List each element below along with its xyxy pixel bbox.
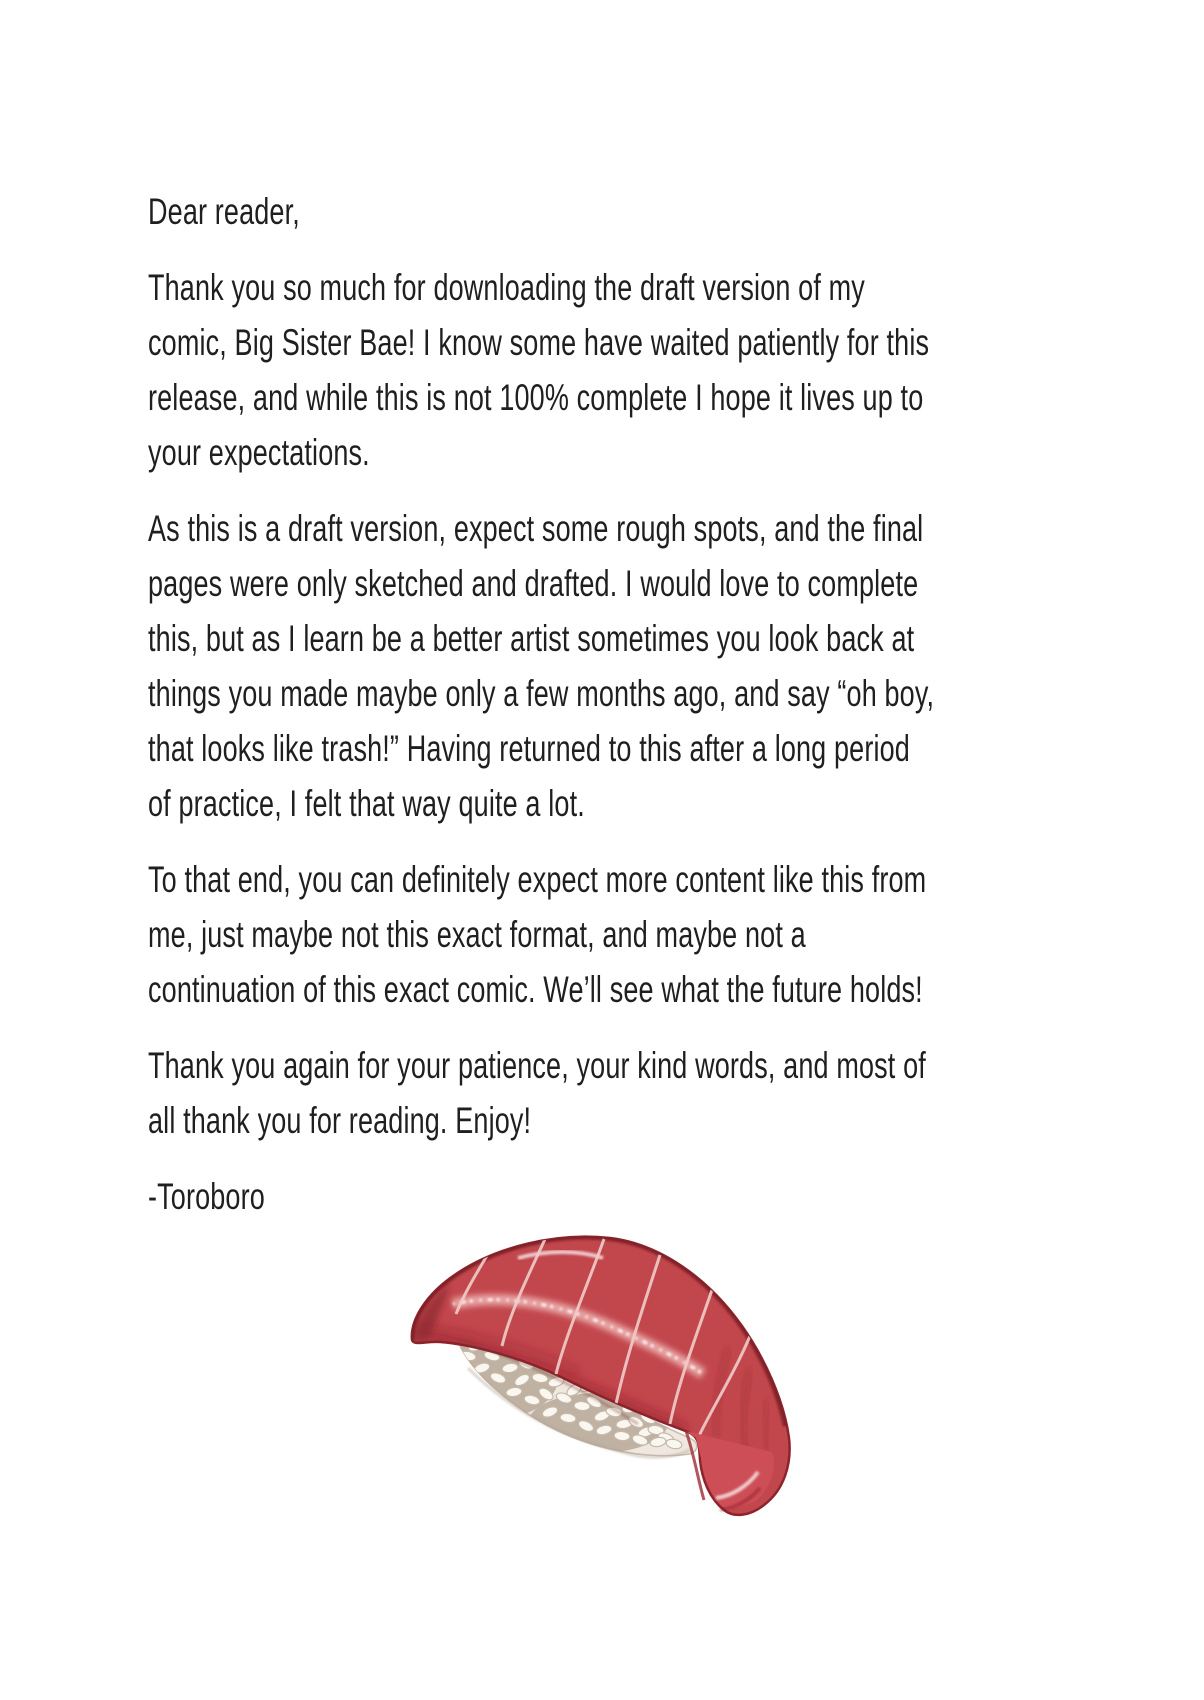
paragraph-line: comic, Big Sister Bae! I know some have waited patiently for this bbox=[148, 322, 930, 363]
paragraph-line: this, but as I learn be a better artist sometimes you look back at bbox=[148, 618, 915, 659]
paragraph-line: pages were only sketched and drafted. I would love to complete bbox=[148, 563, 919, 604]
paragraph-4 bbox=[148, 1038, 1204, 1148]
paragraph-line: continuation of this exact comic. We’ll see what the future holds! bbox=[148, 969, 923, 1010]
paragraph-line: of practice, I felt that way quite a lot. bbox=[148, 783, 585, 824]
paragraph-line: that looks like trash!” Having returned to this after a long period bbox=[148, 728, 910, 769]
paragraph-1 bbox=[148, 260, 1204, 480]
paragraph-line: all thank you for reading. Enjoy! bbox=[148, 1100, 532, 1141]
signature-text: -Toroboro bbox=[148, 1176, 265, 1217]
signature bbox=[148, 1169, 1204, 1224]
paragraph-line: release, and while this is not 100% complete I hope it lives up to bbox=[148, 377, 924, 418]
letter-text bbox=[148, 184, 1204, 1224]
paragraph-line: Thank you again for your patience, your kind words, and most of bbox=[148, 1045, 926, 1086]
salutation bbox=[148, 184, 1204, 239]
tuna-slice bbox=[412, 1237, 790, 1515]
paragraph-3 bbox=[148, 852, 1204, 1017]
sushi-illustration bbox=[398, 1228, 798, 1528]
paragraph-2 bbox=[148, 501, 1204, 831]
paragraph-line: Thank you so much for downloading the draft version of my bbox=[148, 267, 865, 308]
paragraph-line: things you made maybe only a few months ago, and say “oh boy, bbox=[148, 673, 935, 714]
salutation-text: Dear reader, bbox=[148, 191, 300, 232]
paragraph-line: me, just maybe not this exact format, and maybe not a bbox=[148, 914, 806, 955]
paragraph-line: As this is a draft version, expect some rough spots, and the final bbox=[148, 508, 924, 549]
paragraph-line: To that end, you can definitely expect more content like this from bbox=[148, 859, 927, 900]
paragraph-line: your expectations. bbox=[148, 432, 370, 473]
letter-body bbox=[148, 184, 1204, 1245]
